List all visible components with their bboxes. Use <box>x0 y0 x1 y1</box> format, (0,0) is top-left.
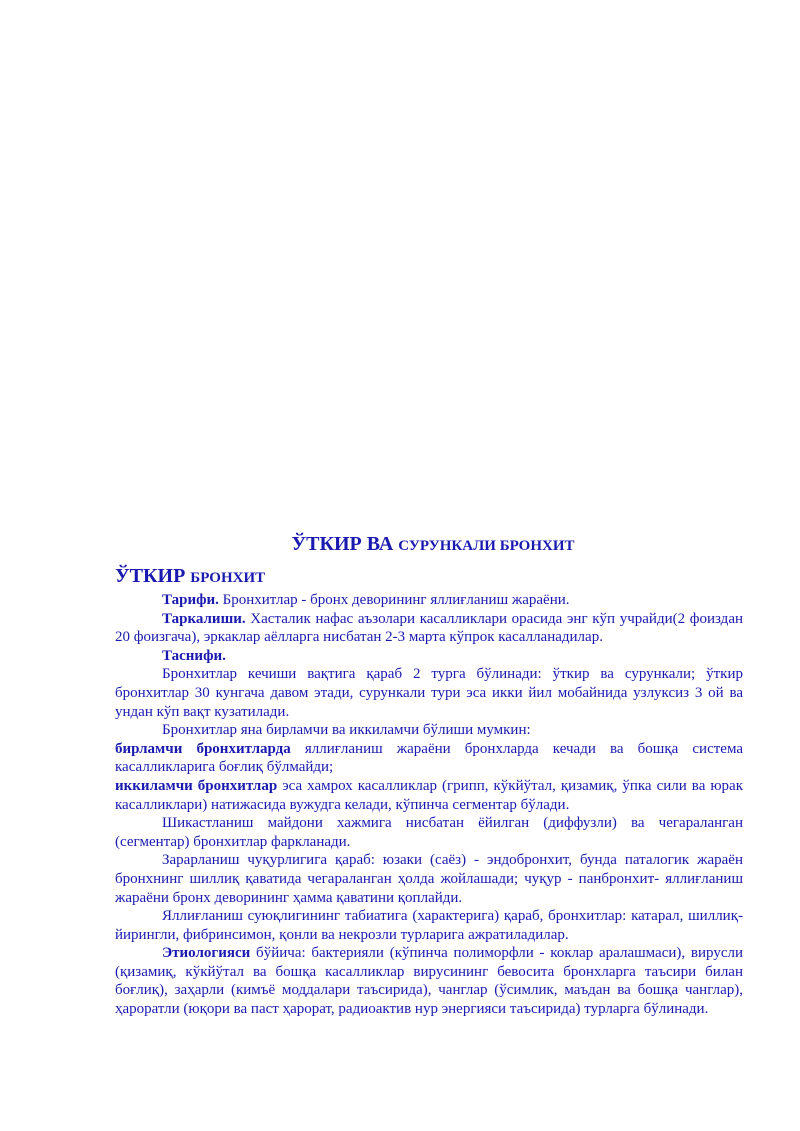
title-rest: СУРУНКАЛИ БРОНХИТ <box>398 538 575 554</box>
primary-text: яллиғланиш жараёни бронхларда кечади ва бошқа система касалликларига боғлиқ бўлмайди; <box>115 740 743 776</box>
definition-label: Тарифи. <box>162 592 219 608</box>
damage-area-text: Шикастланиш майдони хажмига нисбатан ёйилган (диффузли) ва чегараланган (сегментар) бронхитлар фаркланади. <box>115 815 743 850</box>
paragraph-course <box>115 665 743 721</box>
secondary-text: эса хамрох касалликлар (грипп, кўкйўтал, қизамиқ, ўпка сили ва юрак касалликлари) натижасида вужудга келади, кўпинча сегментар бўлади. <box>115 777 744 813</box>
inflammation-type-text: Яллиғланиш суюқлигининг табиатига (характерига) қараб, бронхитлар: катарал, шиллиқ-йирингли, фибринсимон, қонли ва некрозли турларига ажратиладилар. <box>115 908 743 943</box>
prevalence-text: Хасталик нафас аъзолари касалликлари орасида энг кўп учрайди(2 фоиздан 20 фоизгача), эркаклар аёлларга нисбатан 2-3 марта кўпрок касалланадилар. <box>115 610 743 646</box>
etiology-label: Этиологияси <box>162 945 251 962</box>
document-title <box>115 532 743 558</box>
paragraph-primary-secondary <box>115 721 743 740</box>
paragraph-classification-heading <box>115 647 743 666</box>
primary-label: бирламчи бронхитларда <box>115 740 291 757</box>
paragraph-etiology <box>115 944 743 1018</box>
paragraph-prevalence <box>115 610 743 647</box>
primary-secondary-text: Бронхитлар яна бирламчи ва иккиламчи бўлиши мумкин: <box>162 722 531 739</box>
section-heading <box>115 564 743 590</box>
prevalence-label: Таркалиши. <box>162 610 246 627</box>
title-main: ЎТКИР ВА <box>291 533 394 555</box>
course-text: Бронхитлар кечиши вақтига қараб 2 турга бўлинади: ўткир ва сурункали; ўткир бронхитлар 30 кунгача давом этади, сурункали тури эса икки йил мобайнида узлуксиз 3 ой ва ундан кўп вақт кузатилади. <box>115 666 743 720</box>
paragraph-damage-depth <box>115 851 743 907</box>
paragraph-definition <box>115 591 743 610</box>
secondary-label: иккиламчи бронхитлар <box>115 777 278 794</box>
paragraph-inflammation-type <box>115 907 743 944</box>
definition-text: Бронхитлар - бронх деворининг яллиғланиш жараёни. <box>218 592 570 608</box>
section-heading-main: ЎТКИР <box>115 565 186 587</box>
paragraph-primary <box>115 740 743 777</box>
section-heading-rest: БРОНХИТ <box>190 570 266 586</box>
damage-depth-text: Зарарланиш чуқурлигига қараб: юзаки (саёз) - эндобронхит, бунда паталогик жараён бронхнинг шиллиқ қаватида чегараланган ҳолда жойлашади; чуқур - панбронхит- яллиғланиш жараёни бронх деворининг ҳамма қаватини қоплайди. <box>115 852 743 906</box>
etiology-text: бўйича: бактерияли (кўпинча полиморфли - коклар аралашмаси), вирусли (қизамиқ, кўкйўтал ва бошқа касалликлар вирусининг бевосита бронхларга таъсири билан боғлиқ), заҳарли (кимъё моддалари таъсирида), чанглар (ўсимлик, маъдан ва бошқа чанглар), ҳароратли (юқори ва паст ҳарорат, радиоактив нур энергияси таъсирида) турларга бўлинади. <box>115 945 743 1018</box>
classification-label: Таснифи. <box>162 647 226 664</box>
paragraph-damage-area <box>115 814 743 851</box>
paragraph-secondary <box>115 777 743 814</box>
document-body <box>115 532 743 1019</box>
